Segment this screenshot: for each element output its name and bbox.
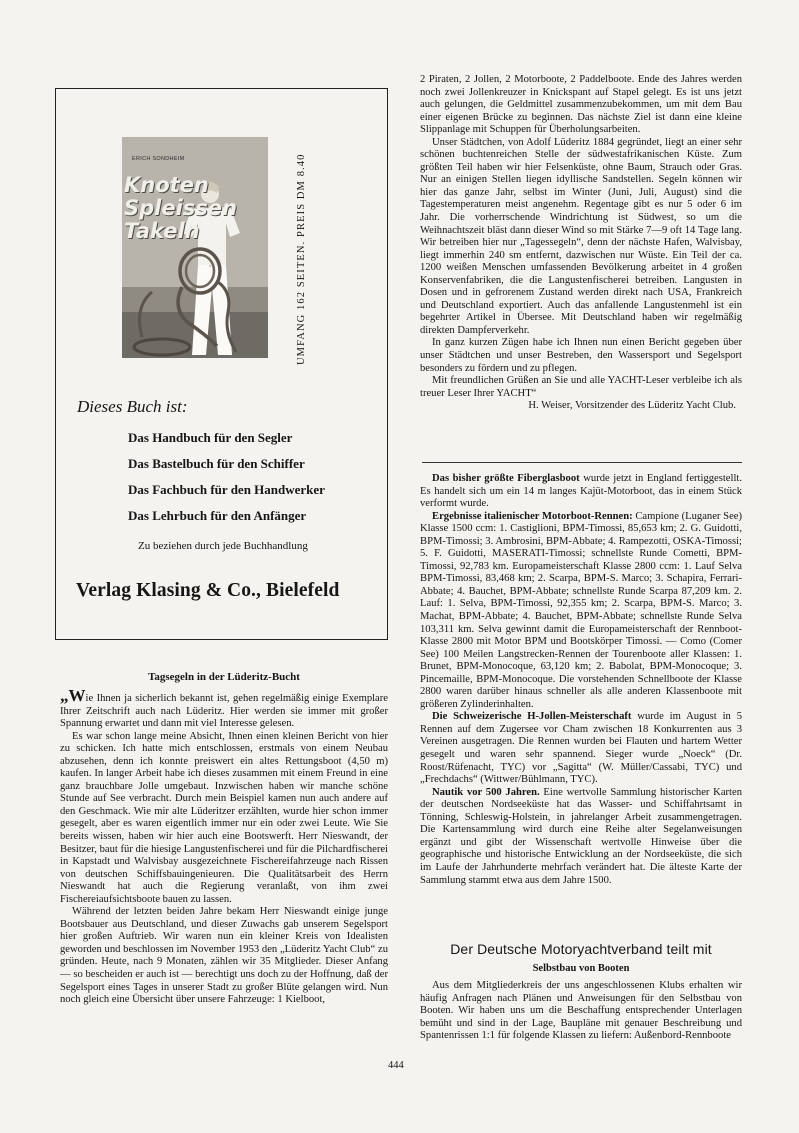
news-item: Nautik vor 500 Jahren. Eine wertvolle Sammlung historischer Karten der deutschen Nordseeküste hat das Wasser- und Schiffahrtsamt in Tönning, Schleswig-Holstein, in jahrelanger Arbeit zusammengetragen. Die Kartensammlung wird durch eine Reihe alter Segelanweisungen ergänzt und gibt der Wissenschaft wertvolle Hinweise über die geographische und historische Entwicklung an der Nordseeküste, die sich im Laufe der Jahrhunderte mehrfach verändert hat. Die älteste Karte der Sammlung stammt etwa aus dem Jahre 1500. [420,786,742,886]
news-briefs [420,473,742,887]
article-title: Tagsegeln in der Lüderitz-Bucht [148,671,300,683]
dmv-subheading: Selbstbau von Booten [532,963,630,974]
dropcap: „W [60,686,86,705]
letter-paragraph: In ganz kurzen Zügen habe ich Ihnen nun einen Bericht gegeben über unser Städtchen und unser Bestreben, den Wassersport und Segelsport besonders zu fördern und zu pflegen. [420,337,742,374]
book-advertisement [55,88,388,640]
dmv-heading: Der Deutsche Motoryachtverband teilt mit [450,941,712,957]
book-title-line-3: Takeln [124,219,200,243]
book-title-line-1: Knoten [124,173,209,197]
book-price-vertical-text: UMFANG 162 SEITEN. PREIS DM 8.40 [296,153,307,365]
book-cover-image [122,137,268,358]
news-item: Das bisher größte Fiberglasboot wurde jetzt in England fertiggestellt. Es handelt sich um ein 14 m langes Kajüt-Motorboot, das in einem Stück verformt wurde. [420,473,742,510]
letter-signature: H. Weiser, Vorsitzender des Lüderitz Yacht Club. [528,400,736,412]
article-paragraph: Es war schon lange meine Absicht, Ihnen einen kleinen Bericht von hier zu schicken. Ich hatte mich entschlossen, erstmals von einem Neubau abzusehen, denn ich konnte preiswert ein altes Rettungsboot (4,50 m) kaufen. In langer Arbeit habe ich dieses zusammen mit einem Freund in eine ganz brauchbare Jolle umgebaut. Inzwischen haben wir manche schöne Stunde auf See verbracht. Durch mein Beispiel kamen nun auch andere auf den Geschmack. Wie mir alte Lüderitzer erzählten, wurde hier schon immer gesegelt, aber es waren eigentlich immer nur ein oder zwei Leute. Wie Sie bereits wissen, haben wir hier auch eine Bootswerft. Herr Nieswandt, der Besitzer, baut für die hiesige Langustenfischerei und für die Pilchardfischerei in Kapstadt und Walvisbay ausgezeichnete Fischereifahrzeuge nach Rissen von deutschen Schiffsbauingenieuren. Die Qualitätsarbeit des Herrn Nieswandt hat auch die Regierung veranlaßt, von ihm zwei Fischereiaufsichtsboote bauen zu lassen. [60,730,388,905]
ad-availability: Zu beziehen durch jede Buchhandlung [138,540,308,552]
news-item: Ergebnisse italienischer Motorboot-Rennen: Campione (Luganer See) Klasse 1500 ccm: 1. Castiglioni, BPM-Timossi, 85,653 km; 2. G. Guidotti, BPM-Timossi; 3. Ambrosini, BPM-Abbate; 4. Rampezotti, OSKA-Timossi; 5. F. Guidotti, MASERATI-Timossi; schnellste Runde Cometti, BPM-Timossi, 92,783 km. Europameisterschaft Klasse 2800 ccm: 1. Lauf Selva BPM-Timossi, 83,468 km; 2. Scarpa, BPM-S. Marco; 3. Schapira, Ferrari-Abbate; 4. Bauchet, BPM-Abbate; schnellste Runde Scarpa 87,209 km. 2. Lauf: 1. Selva, BPM-Timossi, 92,355 km; 2. Scarpa, BPM-S. Marco; 3. Machat, BPM-Abbate; 4. Bauchet, BPM-Abbate; schnellste Runde Selva 103,311 km. Selva gewinnt damit die Europameisterschaft der Rennboot-Klasse 2800 mit Motor BPM und Bootskörper Timossi. — Como (Comer See) 100 Meilen Langstrecken-Rennen der Tourenboote aller Klassen: 1. Brunet, BPM-Monocoque, 63,120 km; 2. Babolat, BPM-Monocoque; 3. Pincemaille, BPM-Monocoque. Die vorstehenden Schnellboote der Klasse 2800 waren darüber hinaus schneller als alle anderen Klassenboote mit größeren Zylinderinhalten. [420,510,742,710]
book-author: ERICH SONDHEIM [132,156,185,162]
article-paragraph: Während der letzten beiden Jahre bekam Herr Nieswandt einige junge Bootsbauer aus Deutschland, und dieser Zuwachs gab unserem Segelsport hier großen Auftrieb. Wir waren nun ein kleiner Kreis von Idealisten geworden und beschlossen im November 1953 den „Lüderitz Yacht Club“ zu gründen. Heute, nach 9 Monaten, zählen wir 35 Mitglieder. Dieser Anfang — so bescheiden er auch ist — berechtigt uns doch zu der Hoffnung, daß der Segelsport eines Tages in unserer Stadt zu großer Blüte gelangen wird. Nun noch gleich eine Übersicht über unsere Fahrzeuge: 1 Kielboot, [60,906,388,1006]
ad-claim-2: Das Bastelbuch für den Schiffer [128,456,305,471]
ad-claim-1: Das Handbuch für den Segler [128,430,293,445]
book-title-line-2: Spleissen [124,196,237,220]
left-article-body [60,686,388,1007]
sailor-figure-illustration [122,137,268,358]
ad-claim-3: Das Fachbuch für den Handwerker [128,482,325,497]
news-item: Die Schweizerische H-Jollen-Meisterschaft wurde im August in 5 Rennen auf dem Zugersee vor Cham zwischen 18 Konkurrenten aus 3 Vereinen ausgetragen. Die Rennen wurden bei Flauten und hartem Wetter gesegelt und waren sehr spannend. Sieger wurde „Noeck“ (Dr. Roost/Rüfenacht, TYC) vor „Sagitta“ (W. Müller/Cassabi, TYC) und „Frechdachs“ (Wittwer/Bühlmann, TYC). [420,711,742,786]
dmv-paragraph: Aus dem Mitgliederkreis der uns angeschlossenen Klubs erhalten wir häufig Anfragen nach Plänen und Anweisungen für den Selbstbau von Booten. Wir haben uns um die Beschaffung entsprechender Unterlagen bemüht und sind in der Lage, Baupläne mit genauer Beschreibung und Spantenrissen 1:1 für folgende Klassen zu liefern: Außenbord-Rennboote [420,980,742,1042]
dmv-body [420,980,742,1043]
divider-line [422,462,742,463]
article-first-paragraph: „Wie Ihnen ja sicherlich bekannt ist, gehen regelmäßig einige Exemplare Ihrer Zeitschrift auch nach Lüderitz. Hier werden sie immer mit großer Spannung erwartet und dann mit viel Interesse gelesen. [60,686,388,730]
letter-paragraph: 2 Piraten, 2 Jollen, 2 Motorboote, 2 Paddelboote. Ende des Jahres werden noch zwei Jollenkreuzer in Knickspant auf Stapel gelegt. Es ist uns jetzt auch gelungen, die Geldmittel zusammenzubekommen, um mit dem Bau einer eigenen Brücke zu beginnen. Das nächste Ziel ist dann eine kleine Slippanlage mit Schuppen für Überholungsarbeiten. [420,74,742,136]
letter-paragraph: Mit freundlichen Grüßen an Sie und alle YACHT-Leser verbleibe ich als treuer Leser Ihrer YACHT“ [420,375,742,399]
letter-paragraph: Unser Städtchen, von Adolf Lüderitz 1884 gegründet, liegt an einer sehr schönen buchtenreichen Stelle der südwestafrikanischen Küste. Zum größten Teil haben wir hier Felsenküste, ohne Baum, Strauch oder Gras. Nur an einigen Stellen liegen idyllische Sandstellen. Segeln können wir hier das ganze Jahr, selbst im Winter (Juni, Juli, August) sind die Tagestemperaturen meist angenehm. Regentage gibt es nur 5 oder 6 im Jahr. Die vorherrschende Windrichtung ist Südwest, so um die Weihnachtszeit bläst dann dieser Wind so mit Stärke 7—9 oft 14 Tage lang. Wir betreiben hier nur „Tagessegeln“, denn der nächste Hafen, Walvisbay, liegt immerhin 240 sm entfernt, dazwischen nur Wüste. Ein Teil der ca. 1200 weißen Menschen umfassenden Bevölkerung arbeitet in 4 großen Konservenfabriken, die die Langustenfischerei betreiben. Langusten in Dosen und in gefrorenem Zustand werden direkt nach USA, Frankreich und Deutschland exportiert. Auch das anfallende Langustenmehl ist ein begehrter Artikel in Übersee. Mit Deutschland haben wir regelmäßig direkten Dampferverkehr. [420,136,742,336]
page-number: 444 [388,1060,404,1071]
ad-intro: Dieses Buch ist: [77,397,188,416]
ad-publisher: Verlag Klasing & Co., Bielefeld [76,580,340,601]
right-column-letter [420,74,742,413]
ad-claim-4: Das Lehrbuch für den Anfänger [128,508,307,523]
